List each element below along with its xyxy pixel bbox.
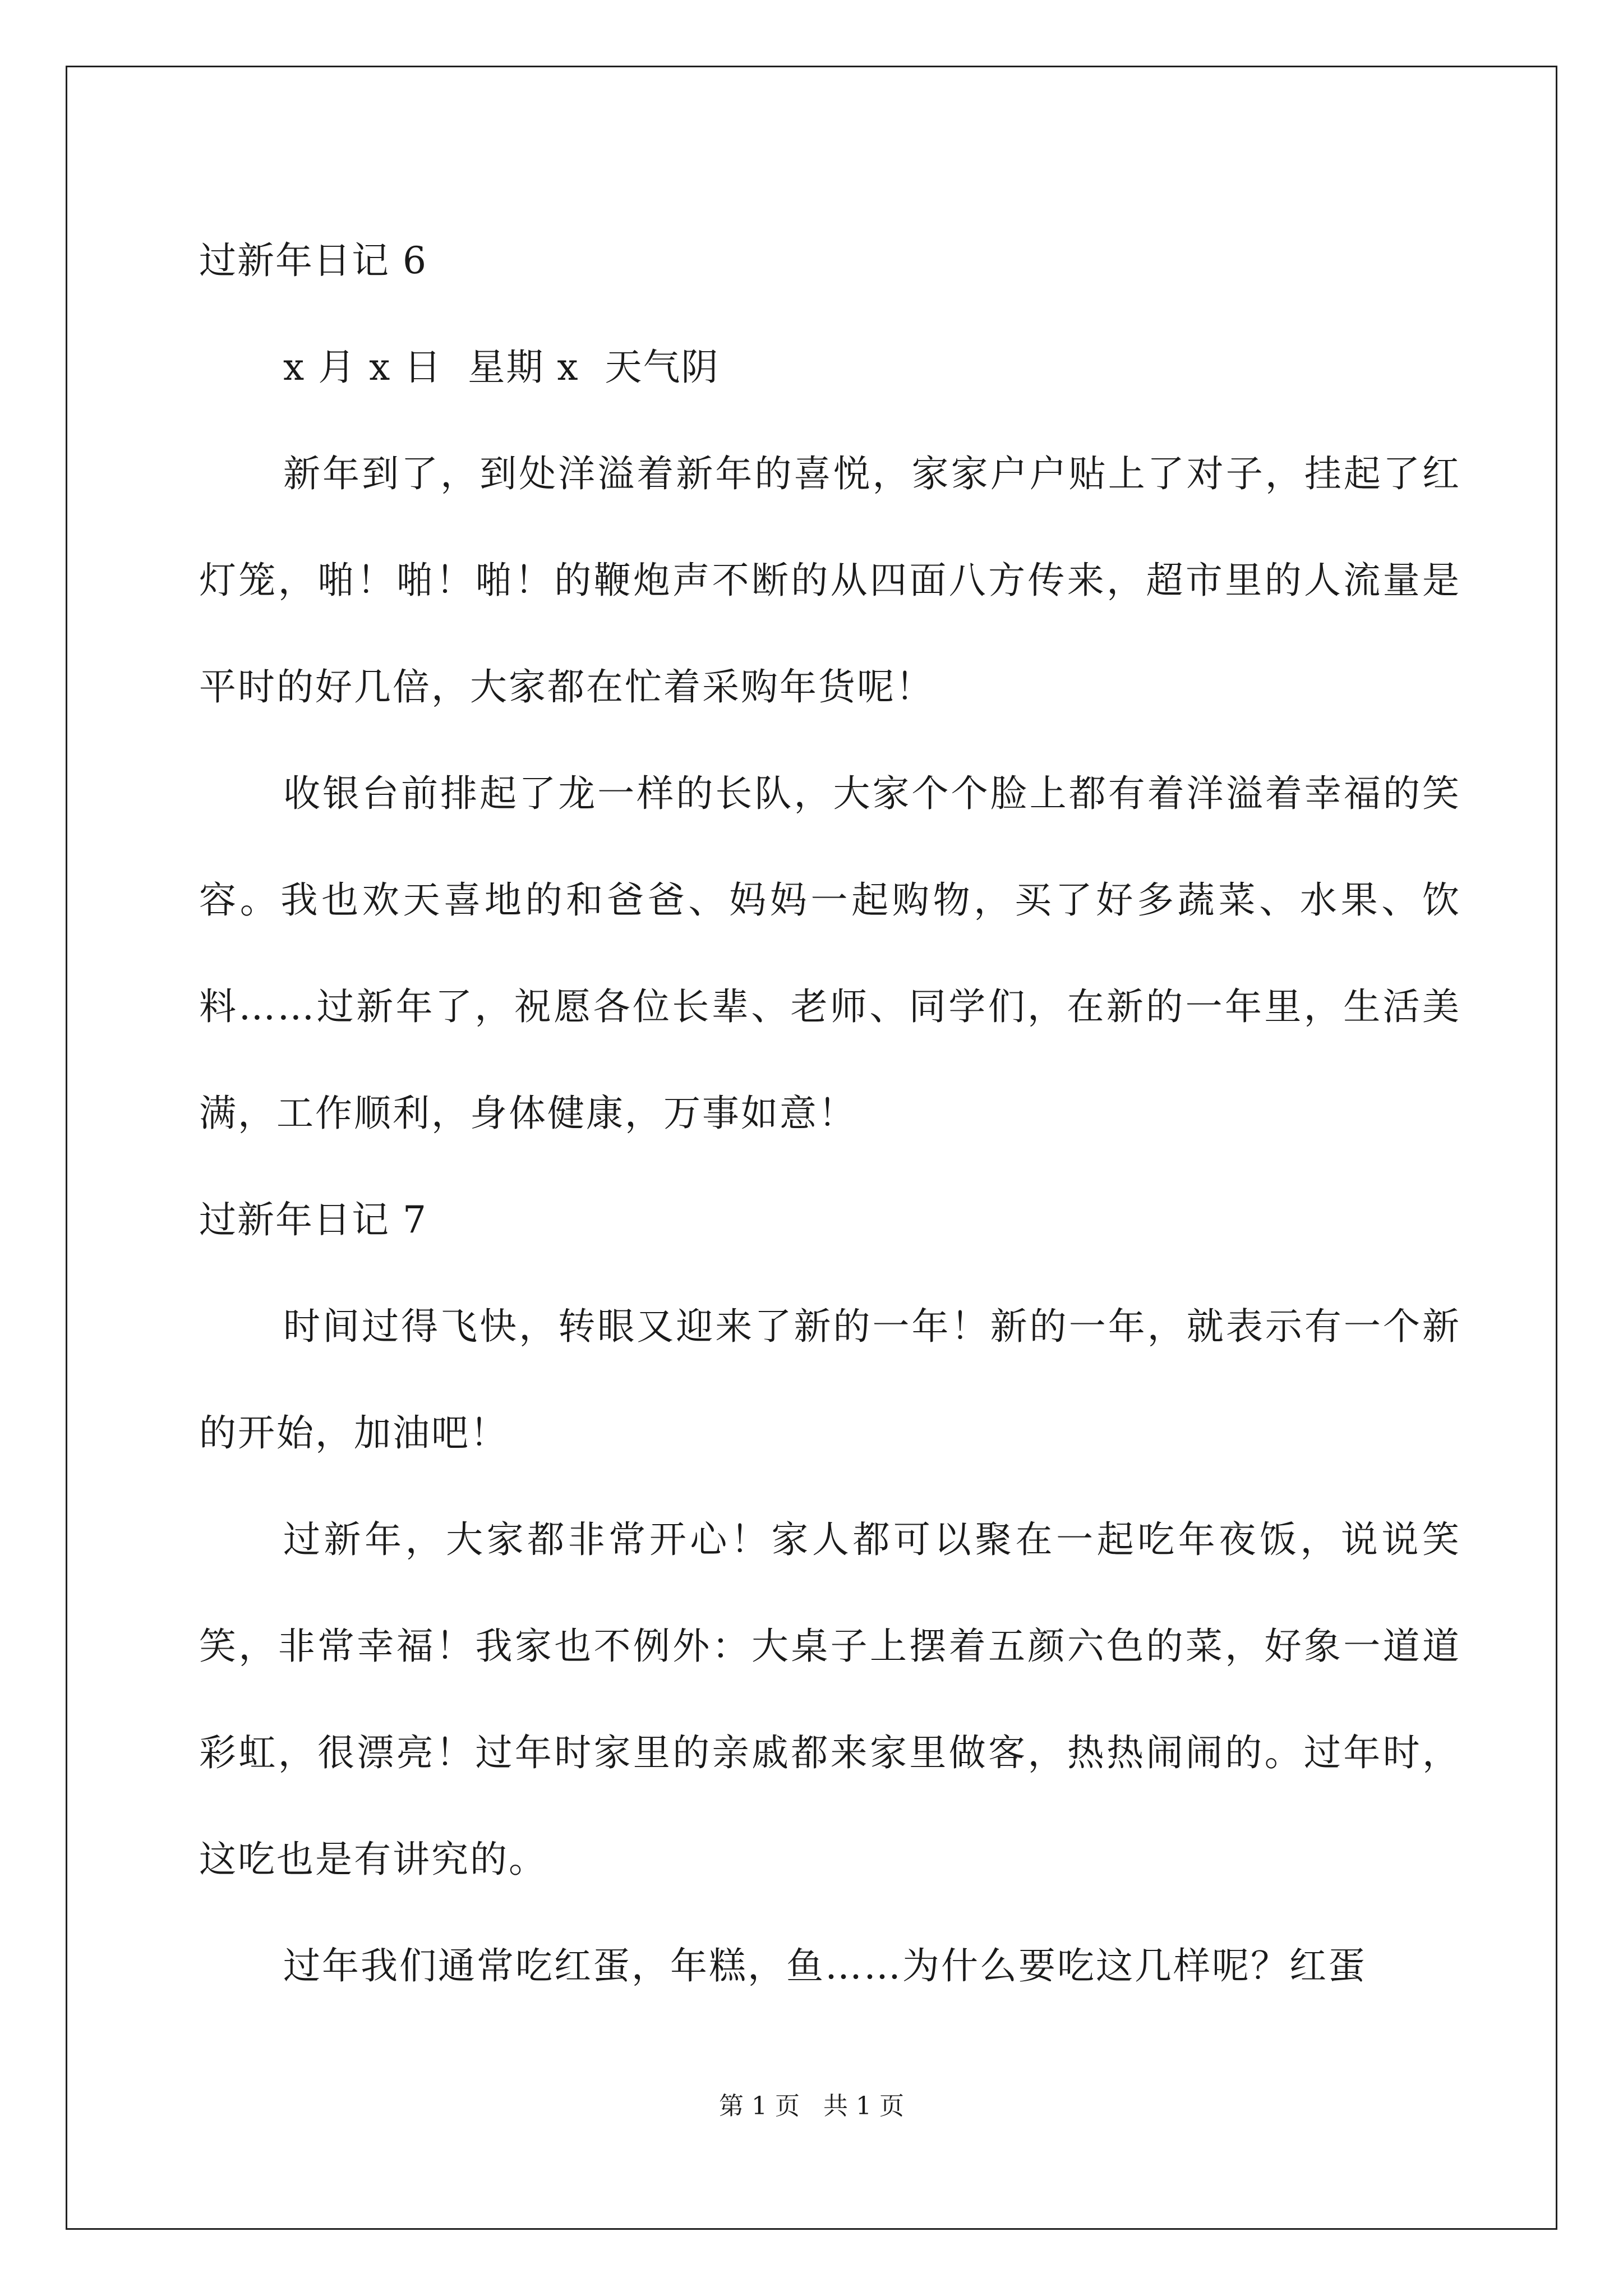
document-body	[199, 208, 1461, 2019]
diary-date-line: x 月 x 日 星期 x 天气阴	[283, 346, 720, 389]
paragraph: 过新年，大家都非常开心！家人都可以聚在一起吃年夜饭，说说笑笑，非常幸福！我家也不例外：大桌子上摆着五颜六色的菜，好象一道道彩虹，很漂亮！过年时家里的亲戚都来家里做客，热热闹闹的。过年时，这吃也是有讲究的。	[199, 1518, 1461, 1881]
paragraph: 收银台前排起了龙一样的长队，大家个个脸上都有着洋溢着幸福的笑容。我也欢天喜地的和爸爸、妈妈一起购物，买了好多蔬菜、水果、饮料……过新年了，祝愿各位长辈、老师、同学们，在新的一年里，生活美满，工作顺利，身体健康，万事如意！	[199, 772, 1461, 1135]
page-footer: 第 1 页 共 1 页	[719, 2092, 904, 2120]
section-heading: 过新年日记 6	[199, 239, 427, 282]
paragraph: 过年我们通常吃红蛋，年糕，鱼……为什么要吃这几样呢？红蛋	[283, 1944, 1367, 1987]
paragraph: 时间过得飞快，转眼又迎来了新的一年！新的一年，就表示有一个新的开始，加油吧！	[199, 1305, 1461, 1455]
paragraph: 新年到了，到处洋溢着新年的喜悦，家家户户贴上了对子，挂起了红灯笼，啪！啪！啪！的鞭炮声不断的从四面八方传来，超市里的人流量是平时的好几倍，大家都在忙着采购年货呢！	[199, 452, 1461, 708]
section-heading: 过新年日记 7	[199, 1198, 427, 1241]
